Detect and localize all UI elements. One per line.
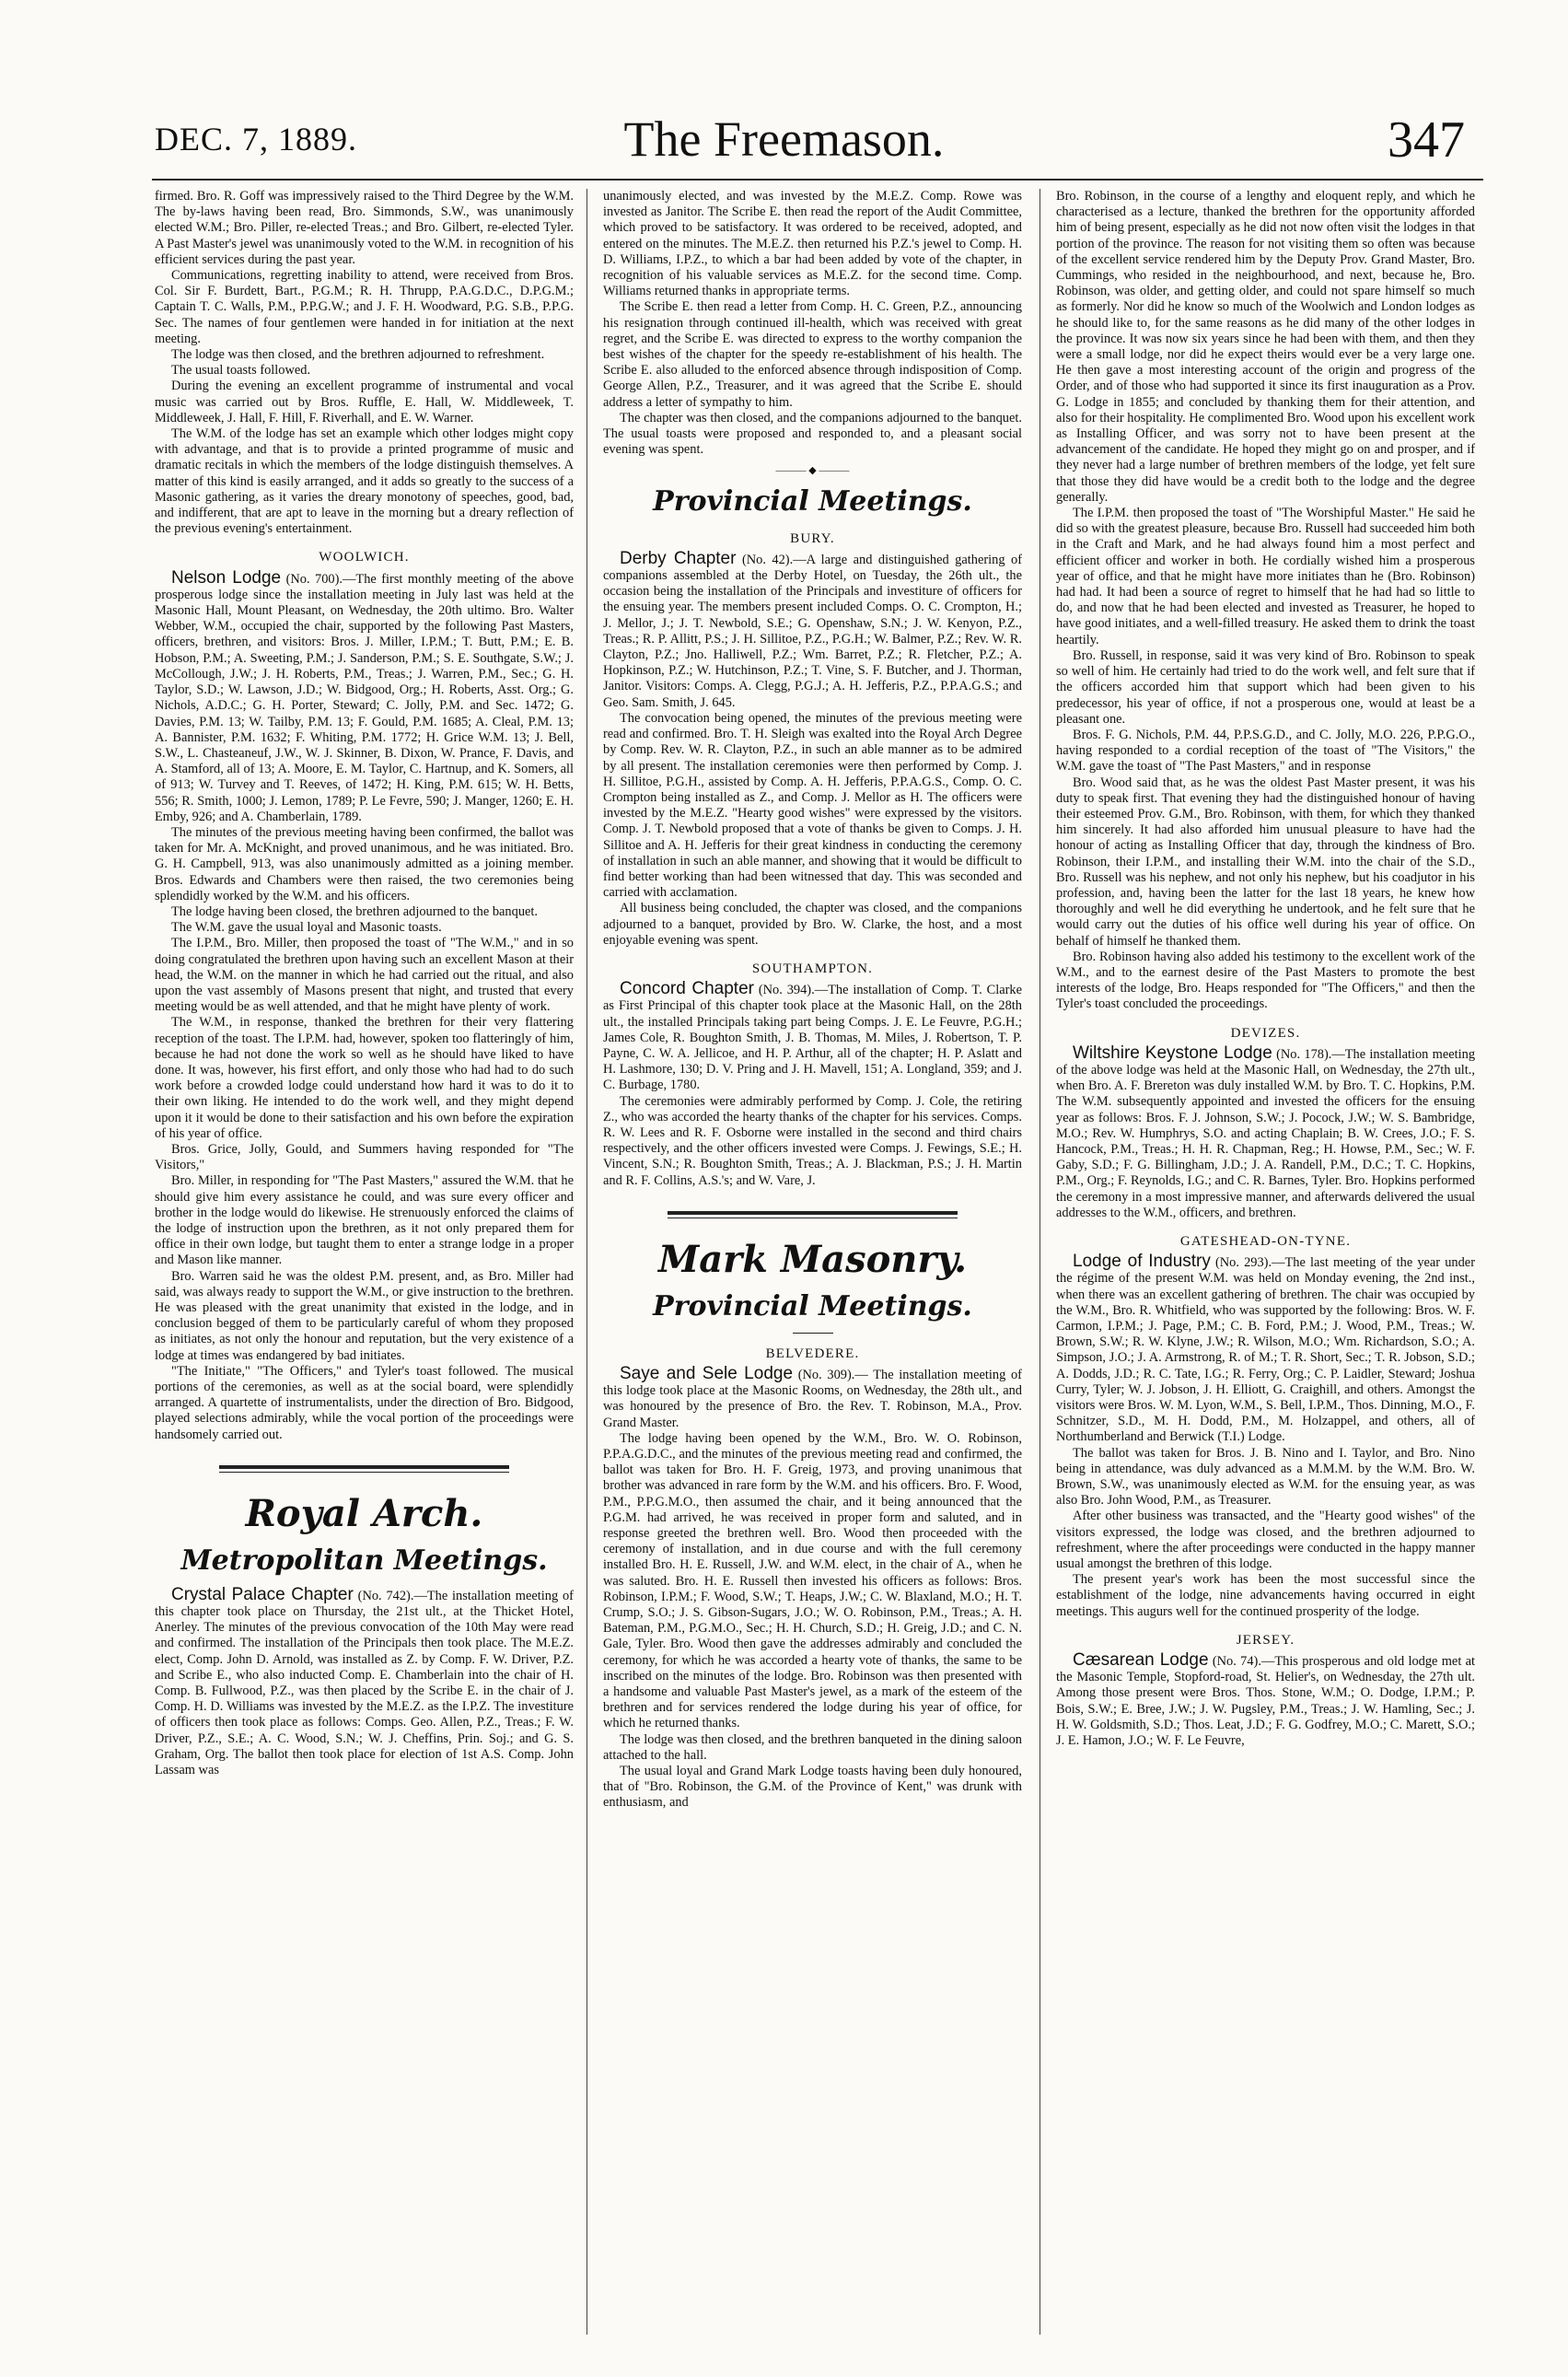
column-1 (155, 189, 574, 2335)
place-heading: GATESHEAD-ON-TYNE. (1179, 1234, 1352, 1249)
paragraph: During the evening an excellent programme of instrumental and vocal music was carried out by Bros. Ruffle, E. Hall, W. Middleweek, T. Middleweek, J. Hall, F. Hill, F. Riverhall, and E. W. Warner. (155, 379, 574, 425)
lodge-report (1056, 1253, 1475, 1445)
lodge-text: —The last meeting of the year under the régime of the present W.M. was held on Monday evening, the 2nd inst., when there was an excellent gathering of brethren. The chair was occupied by the W.M., Bro. R. Whitfield, who was supported by the following: Bros. W. F. Carmon, I.P.M.; J. Page, P.M.; C. B. Ford, P.M.; J. Wood, P.M., Treas.; W. Brown, S.W.; R. W. Klyne, J.W.; R. Wilson, M.O.; Wm. Richardson, S.O.; A. Simpson, J.O.; J. A. Armstrong, R. of M.; T. R. Short, Sec.; T. R. Jobson, S.D.; A. Dodds, J.D.; R. C. Tate, I.G.; R. Ferry, Org.; C. P. Laidler, Steward; Joshua Curry, Tyler; W. J. Jobson, J. H. Elliott, G. Craighill, and others. Amongst the visitors were Bros. W. M. Lyon, W.M., S. Bell, I.P.M., Thos. Dinning, M.O., F. Schnitzer, S.D., M. H. Dodd, P.M., M. Holzappel, and others, all of Northumberland and Berwick (T.I.) Lodge. (1056, 1255, 1475, 1445)
paragraph: After other business was transacted, and the "Hearty good wishes" of the visitors expressed, the lodge was closed, and the brethren adjourned to refreshment, where the after proceedings were conducted in the happy manner usual amongst the brethren of this lodge. (1056, 1509, 1475, 1572)
paragraph: Bros. Grice, Jolly, Gould, and Summers having responded for "The Visitors," (155, 1141, 574, 1173)
section-heading-mark-masonry: Mark Masonry. (657, 1237, 968, 1281)
place-heading: BELVEDERE. (765, 1346, 860, 1361)
paragraph: Bros. F. G. Nichols, P.M. 44, P.P.S.G.D., and C. Jolly, M.O. 226, P.P.G.O., having responded to a cordial reception of the toast of "The Visitors," the W.M. gave the toast of "The Past Masters," and in response (1056, 727, 1475, 775)
lodge-text: — The installation meeting of this lodge took place at the Masonic Rooms, on Wednesday, the 28th ult., and was honoured by the presence of Bro. the Rev. T. Robinson, M.A., Prov. Grand Master. (603, 1367, 1022, 1430)
divider (793, 1333, 833, 1334)
page-number: 347 (1388, 111, 1465, 169)
paragraph: The lodge was then closed, and the brethren banqueted in the dining saloon attached to the hall. (603, 1731, 1022, 1763)
paragraph: The ballot was taken for Bros. J. B. Nino and I. Taylor, and Bro. Nino being in attendance, was duly advanced as a M.M.M. by the W.M. Bro. W. Brown, S.W., was unanimously elected as W.M. for the ensuing year, as was also Bro. John Wood, P.M., as Treasurer. (1056, 1445, 1475, 1509)
lodge-number: (No. 309). (797, 1367, 855, 1382)
paragraph: "The Initiate," "The Officers," and Tyler's toast followed. The musical portions of the ceremonies, as well as at the social board, were splendidly arranged. A quartette of instrumentalists, under the direction of Bro. Bidgood, played selections admirably, while the vocal portion of the proceedings were handsomely carried out. (155, 1363, 574, 1442)
paragraph: The usual toasts followed. (171, 363, 311, 379)
paragraph: Bro. Robinson having also added his testimony to the excellent work of the W.M., and to the earnest desire of the Past Masters to promote the best interests of the lodge, Bro. Heaps responded for "The Officers," and then the Tyler's toast concluded the proceedings. (1056, 949, 1475, 1012)
lodge-report (155, 567, 574, 825)
lodge-number: (No. 74). (1212, 1654, 1261, 1670)
place-heading: JERSEY. (1236, 1632, 1295, 1648)
lodge-number: (No. 293). (1215, 1255, 1272, 1271)
lodge-name: Derby Chapter (620, 548, 737, 568)
header-rule (152, 179, 1483, 181)
subsection-heading: Metropolitan Meetings. (180, 1544, 548, 1577)
lodge-name: Saye and Sele Lodge (620, 1363, 794, 1383)
section-rule (668, 1211, 958, 1218)
lodge-text: —The installation of Comp. T. Clarke as First Principal of this chapter took place at the Masonic Hall, on the 28th ult., the installed Principals taking part being Comps. J. E. Le Feuvre, P.G.H.; James Cole, R. Boughton Smith, J. B. Thomas, M. Miles, J. Robertson, T. P. Payne, C. W. A. Jellicoe, and H. P. Arthur, all of the chapter; H. P. Aslatt and H. Lashmore, 130; D. V. Pring and J. H. Mavell, 151; A. Longland, 359; and J. C. Burbage, 1780. (603, 983, 1022, 1093)
paragraph: Bro. Robinson, in the course of a lengthy and eloquent reply, and which he characterised as a lecture, thanked the brethren for the opportunity afforded him of being present, especially as he did not now often visit the lodges in that portion of the province. The reason for not visiting them so often was because of the excellent service rendered him by the Deputy Prov. Grand Master, Bro. Cummings, who resided in the neighbourhood, and next, because he, Bro. Robinson, was older, and getting older, and could not spare himself so much as formerly. Nor did he know so much of the Woolwich and London lodges as he should like to, for the same reasons as he did many of the other lodges in the province. It was now six years since he had been with them, and then they were a small lodge, nor did he expect theirs would ever be a very large one. He then gave a most interesting account of the origin and progress of the Order, and of those who had supported it since its first inauguration as a Prov. G. Lodge in 1855; and concluded by thanking them for their attention, and also for their hospitality. He complimented Bro. Wood upon his excellent work as Installing Officer, and was sorry not to have been present at the advancement of the candidate. He hoped they might go on and prosper, and if they never had a large number of brethren members of the lodge, yet felt sure that those they did have would be a credit both to the lodge and the degree generally. (1056, 189, 1475, 505)
paragraph: The I.P.M. then proposed the toast of "The Worshipful Master." He said he did so with the greatest pleasure, because Bro. Russell had succeeded him both in the Craft and Mark, and he had always found him a most perfect and efficient officer and worker in both. He cordially wished him a prosperous year of office, and that he might have more initiates than he (Bro. Robinson) had had. It had been a source of regret to himself that he had had so little to do, and now that he had been elected and invested as Treasurer, he hoped to have good initiates, and a well-filled treasury. He asked them to drink the toast heartily. (1056, 506, 1475, 647)
paragraph: The lodge having been closed, the brethren adjourned to the banquet. (171, 903, 539, 919)
lodge-name: Cæsarean Lodge (1073, 1650, 1209, 1671)
paragraph: Bro. Warren said he was the oldest P.M. present, and, as Bro. Miller had said, was always ready to support the W.M., or give instruction to the brethren. He was pleased with the great unanimity that existed in the lodge, and in conclusion begged of them to be particularly careful of whom they proposed as initiates, as not only the honour and reputation, but the very existence of a lodge at times was endangered by bad initiates. (155, 1268, 574, 1363)
lodge-name: Crystal Palace Chapter (171, 1584, 354, 1604)
subsection-heading: Provincial Meetings. (653, 484, 972, 518)
lodge-name: Lodge of Industry (1073, 1252, 1211, 1272)
column-2 (603, 189, 1022, 2335)
lodge-report (1056, 1652, 1475, 1749)
paragraph: The Scribe E. then read a letter from Comp. H. C. Green, P.Z., announcing his resignation through continued ill-health, which was received with great regret, and the Scribe E. was directed to express to the worthy companion the best wishes of the chapter for the speedy re-establishment of his health. The Scribe E. also alluded to the enforced absence through indisposition of Comp. George Allen, P.Z., Treasurer, and it was agreed that the Scribe E. should address a letter of sympathy to him. (603, 299, 1022, 410)
paragraph: The minutes of the previous meeting having been confirmed, the ballot was taken for Mr. A. McKnight, and proved unanimous, and he was initiated. Bro. G. H. Campbell, 913, was also unanimously admitted as a joining member. Bros. Edwards and Chambers were then raised, the two ceremonies being splendidly worked by the W.M. and his officers. (155, 824, 574, 903)
paragraph: All business being concluded, the chapter was closed, and the companions adjourned to a banquet, provided by Bro. W. Clarke, the host, and a most enjoyable evening was spent. (603, 901, 1022, 948)
lodge-text: —The first monthly meeting of the above prosperous lodge since the installation meeting in July last was held at the Masonic Hall, Mount Pleasant, on Wednesday, the 20th ultimo. Bro. Walter Webber, W.M., occupied the chair, supported by the following Past Masters, officers, brethren, and visitors: Bros. J. Miller, I.P.M.; T. Butt, P.M.; E. B. Hobson, P.M.; A. Sweeting, P.M.; J. Sanderson, P.M.; S. E. Southgate, S.W.; J. McCollough, J.W.; J. H. Roberts, P.M., Treas.; J. Warren, P.M., Sec.; G. H. Taylor, S.D.; W. Lawson, J.D.; W. Bidgood, Org.; H. Roberts, Asst. Org.; G. Nichols, A.D.C.; G. H. Porter, Steward; C. Jolly, P.M. and Sec. 1472; G. Davies, P.M. 13; W. Tailby, P.M. 13; F. Gould, P.M. 1685; A. Cleal, P.M. 13; A. Bannister, P.M. 1632; F. Whiting, P.M. 1772; H. Grice W.M. 13; J. Bell, S.W., L. Chasteaneuf, J.W., W. J. Skinner, B. Dixon, W. Prance, F. Davis, and A. Stamford, all of 13; A. Moore, E. M. Taylor, C. Hartnup, and K. Somers, all of 913; W. Turvey and T. Reeves, of 1472; H. King, P.M. 615; W. H. Betts, 556; R. Smith, 1000; J. Lemon, 1789; P. Le Fevre, 590; J. Manger, 1260; E. H. Emby, 926; and A. Chamberlain, 1789. (155, 571, 574, 824)
paragraph: The present year's work has been the most successful since the establishment of the lodge, nine advancements having occurred in eight meetings. This augurs well for the continued prosperity of the lodge. (1056, 1572, 1475, 1619)
place-heading: WOOLWICH. (319, 550, 410, 565)
lodge-name: Concord Chapter (620, 979, 754, 999)
lodge-number: (No. 700). (285, 571, 343, 587)
lodge-report (155, 1584, 574, 1778)
section-heading-royal-arch: Royal Arch. (245, 1491, 483, 1535)
paragraph: The ceremonies were admirably performed by Comp. J. Cole, the retiring Z., who was accorded the hearty thanks of the chapter for his services. Comps. R. W. Lees and R. F. Osborne were installed in the second and third chairs respectively, and the other officers invested were Comps. J. Fewings, S.E.; H. Vincent, S.N.; R. Boughton Smith, Treas.; A. J. Blackman, P.S.; J. H. Martin and R. F. Collins, A.S.'s; and W. Vare, J. (603, 1093, 1022, 1188)
lodge-report (603, 1363, 1022, 1431)
lodge-report (603, 981, 1022, 1093)
paragraph: The chapter was then closed, and the companions adjourned to the banquet. The usual toasts were proposed and responded to, and a pleasant social evening was spent. (603, 410, 1022, 458)
column-3 (1056, 189, 1475, 2335)
page-header (0, 0, 1568, 184)
lodge-report (603, 548, 1022, 711)
section-rule (219, 1465, 509, 1473)
paragraph: The convocation being opened, the minutes of the previous meeting were read and confirmed. Bro. T. H. Sleigh was exalted into the Royal Arch Degree by Comp. Rev. W. R. Clayton, P.Z., in such an able manner as to be admired by all present. The installation ceremonies were then performed by Comp. J. H. Sillitoe, P.G.H., assisted by Comp. A. H. Jefferis, P.P.A.G.S., Comp. O. C. Crompton being installed as Z., and Comp. J. Mellor as H. The officers were invested by the M.E.Z. "Hearty good wishes" were expressed by the visitors. Comp. J. T. Newbold proposed that a vote of thanks be given to Comps. J. H. Sillitoe and A. H. Jefferis for their great kindness in conducting the ceremony of installation in such an able manner, and showing that it would be difficult to find better working than had been witnessed that day. This was seconded and carried with acclamation. (603, 710, 1022, 901)
masthead-title: The Freemason. (623, 111, 945, 167)
lodge-text: —The installation meeting of the above lodge was held at the Masonic Hall, on Wednesday, the 27th ult., when Bro. A. F. Brereton was duly installed W.M. by Bro. T. C. Hopkins, P.M. The W.M. subsequently appointed and invested the officers for the ensuing year as follows: Bros. F. J. Johnson, S.W.; J. Pocock, J.W.; W. S. Bambridge, M.O.; Rev. W. Humphrys, S.O. and acting Chaplain; B. W. Crees, J.O.; F. S. Hancock, P.M., Treas.; H. H. R. Chapman, Reg.; H. Howse, P.M., Sec.; W. F. Gaby, S.D.; F. G. Billingham, J.D.; J. A. Randell, P.M., D.C.; T. C. Hopkins, P.M., Org.; F. Reynolds, I.G.; and C. R. Barnes, Tyler. Bro. Hopkins performed the ceremony in a most impressive manner, and afterwards delivered the usual addresses to the W.M., officers, and brethren. (1056, 1046, 1475, 1220)
lodge-number: (No. 178). (1276, 1046, 1332, 1062)
lodge-text: —The installation meeting of this chapter took place on Thursday, the 21st ult., at the Thicket Hotel, Anerley. The minutes of the previous convocation of the 10th May were read and confirmed. The installation of the Principals then took place. The M.E.Z. elect, Comp. John D. Arnold, was installed as Z. by Comp. F. W. Driver, P.Z. and Scribe E., who also inducted Comp. E. Chamberlain into the chair of H. Comp. B. Fullwood, P.Z., was then placed by the Scribe E. in the chair of J. Comp. H. D. Williams was invested by the M.E.Z. as the I.P.Z. The investiture of officers then took place as follows: Comps. Geo. Allen, P.Z., Treas.; F. W. Driver, P.Z., S.E.; A. C. Wood, S.N.; W. J. Cheffins, Prin. Soj.; and G. S. Graham, Org. The ballot then took place for election of 1st A.S. Comp. John Lassam was (155, 1588, 574, 1778)
issue-date: DEC. 7, 1889. (155, 121, 357, 157)
paragraph: firmed. Bro. R. Goff was impressively raised to the Third Degree by the W.M. The by-laws having been read, Bro. Simmonds, S.W., was unanimously elected W.M.; Bro. Piller, re-elected Treas.; and Bro. Gilbert, re-elected Tyler. A Past Master's jewel was unanimously voted to the W.M. in recognition of his efficient services during the past year. (155, 189, 574, 267)
subsection-heading: Provincial Meetings. (653, 1289, 972, 1322)
lodge-name: Wiltshire Keystone Lodge (1073, 1043, 1272, 1063)
paragraph: The lodge was then closed, and the brethren adjourned to refreshment. (171, 347, 545, 363)
paragraph: Bro. Wood said that, as he was the oldest Past Master present, it was his duty to speak first. That evening they had the distinguished honour of having their esteemed Prov. G.M., Bro. Robinson, with them, for which they thanked him sincerely. It had also afforded him unusual pleasure to have had the honour of acting as Installing Officer that day, through the kindness of Bro. Robinson, their I.P.M., and installing their W.M. into the chair of the S.D., Bro. Russell was his nephew, and not only his nephew, but his coadjutor in his profession, and, having been the latter for the last 18 years, he knew how thoroughly and well he did everything he undertook, and he felt sure that he would carry out the duties of his office well during his year of office. On behalf of himself he thanked them. (1056, 775, 1475, 949)
paragraph: Communications, regretting inability to attend, were received from Bros. Col. Sir F. Burdett, Bart., P.G.M.; R. H. Thrupp, P.A.G.D.C., D.P.G.M.; Captain T. C. Walls, P.M., P.P.G.W.; and J. F. H. Woodward, P.G. S.B., P.P.G. Sec. The names of four gentlemen were handed in for initiation at the next meeting. (155, 268, 574, 346)
ornament-divider: ——— ◆ ——— (775, 465, 850, 477)
lodge-number: (No. 42). (741, 552, 794, 567)
paragraph: The W.M. gave the usual loyal and Masonic toasts. (171, 920, 442, 936)
lodge-text: —A large and distinguished gathering of companions assembled at the Derby Hotel, on Tuesday, the 26th ult., the occasion being the installation of the Principals and investiture of officers for the ensuing year. The members present included Comps. O. C. Crompton, H.; J. Mellor, J.; J. T. Newbold, S.E.; G. Openshaw, S.N.; J. W. Kenyon, P.Z., Treas.; R. P. Allitt, P.S.; J. H. Sillitoe, P.Z., P.G.H.; W. Balmer, P.Z.; Rev. W. R. Clayton, P.Z.; Jno. Halliwell, P.Z.; Wm. Barret, P.Z.; R. Fletcher, P.Z.; A. Hopkinson, P.Z.; W. Hutchinson, P.Z.; T. Vine, S. F. Butcher, and J. Thorman, Janitor. Visitors: Comps. A. Clegg, P.G.J.; A. H. Jefferis, P.Z., P.P.A.G.S.; and Geo. Sam. Smith, J. 645. (603, 552, 1022, 710)
paragraph: The W.M. of the lodge has set an example which other lodges might copy with advantage, and that is to provide a printed programme of music and dramatic recitals in which the members of the lodge distinguish themselves. A matter of this kind is easily arranged, and it adds so greatly to the success of a Masonic gathering, as it varies the dreary monotony of speeches, good, bad, and indifferent, that are apt to leave in the morning but a dreary reflection of the previous evening's entertainment. (155, 426, 574, 537)
paragraph: The W.M., in response, thanked the brethren for their very flattering reception of the toast. The I.P.M. had, however, spoken too flatteringly of him, because he had not done the work so well as he should have liked to have done. It was, however, his first effort, and only those who had had to do such work before a crowded lodge could understand how hard it was to do it to their own liking. He intended to do the work well, and they might depend upon it it would be done to their satisfaction and his own before the expiration of his year of office. (155, 1015, 574, 1141)
place-heading: BURY. (790, 530, 835, 546)
place-heading: DEVIZES. (1230, 1025, 1301, 1041)
lodge-report (1056, 1045, 1475, 1221)
lodge-number: (No. 742). (357, 1588, 414, 1603)
paragraph: unanimously elected, and was invested by the M.E.Z. Comp. Rowe was invested as Janitor. The Scribe E. then read the report of the Audit Committee, which proved to be satisfactory. It was ordered to be received, adopted, and entered on the minutes. The M.E.Z. then returned his P.Z.'s jewel to Comp. H. D. Williams, I.P.Z., to which a bar had been added by vote of the chapter, in recognition of his valuable services as M.E.Z. for the second time. Comp. Williams returned thanks in appropriate terms. (603, 189, 1022, 299)
paragraph: The usual loyal and Grand Mark Lodge toasts having been duly honoured, that of "Bro. Robinson, the G.M. of the Province of Kent," was drunk with enthusiasm, and (603, 1764, 1022, 1811)
lodge-number: (No. 394). (758, 983, 815, 998)
lodge-text: —This prosperous and old lodge met at the Masonic Temple, Stopford-road, St. Helier's, on Wednesday, the 27th ult. Among those present were Bros. Thos. Stone, W.M.; O. Dodge, I.P.M.; P. Bois, S.W.; E. Bree, J.W.; J. W. Pugsley, P.M., Treas.; J. W. Hamling, Sec.; J. H. W. Goldsmith, S.D.; Thos. Leat, J.D.; F. G. Godfrey, M.O.; C. Marett, S.O.; J. E. Hamon, J.O.; W. F. Le Feuvre, (1056, 1654, 1475, 1749)
lodge-name: Nelson Lodge (171, 567, 282, 588)
place-heading: SOUTHAMPTON. (751, 961, 874, 976)
paragraph: Bro. Russell, in response, said it was very kind of Bro. Robinson to speak so well of him. He certainly had tried to do the work well, and felt sure that if the officers accorded him that support which had been given to his predecessor, his year of office, if not a prosperous one, would at least be a pleasant one. (1056, 647, 1475, 727)
paragraph: The I.P.M., Bro. Miller, then proposed the toast of "The W.M.," and in so doing congratulated the brethren upon having such an excellent Mason at their head, the W.M. on the manner in which he had carried out the ritual, and also upon the vast assembly of Masons present that night, and trusted that every meeting would be as well attended, and that he might have plenty of work. (155, 936, 574, 1015)
paragraph: Bro. Miller, in responding for "The Past Masters," assured the W.M. that he should give him every assistance he could, and was sure every officer and brother in the lodge would do likewise. He strenuously enforced the claims of the lodge of instruction upon the brethren, as it not only prepared them for office in their own lodge, but taught them to enter a strange lodge in a proper and Mason like manner. (155, 1173, 574, 1268)
paragraph: The lodge having been opened by the W.M., Bro. W. O. Robinson, P.P.A.G.D.C., and the minutes of the previous meeting read and confirmed, the ballot was taken for Bro. H. F. Greig, 1973, and proving unanimous that brother was advanced in rare form by the W.M. and his officers. Bro. F. Wood, P.M., P.P.G.M.O., then assumed the chair, and it being announced that the P.G.M. had arrived, he was received in proper form and saluted, and in response greeted the brethren well. Bro. Wood then proceeded with the ceremony of installation, and in due course and with the full ceremony installed Bro. H. E. Russell, J.W. and W.M. elect, in the chair of A., when he was saluted. Bro. H. E. Russell then invested his officers as follows: Bros. Robinson, I.P.M.; F. Wood, S.W.; T. Heaps, J.W.; C. W. Blaxland, M.O.; H. T. Crump, S.O.; J. S. Gibson-Sugars, J.O.; W. O. Robinson, P.M., Treas.; A. H. Bateman, P.M., P.G.M.O., Sec.; H. H. Church, S.D.; H. Greig, J.D.; and C. N. Gale, Tyler. Bro. Wood then gave the addresses admirably and concluded the ceremony, for which he was accorded a hearty vote of thanks, the same to be inscribed on the minutes of the lodge. Bro. Robinson was then presented with a handsome and valuable Past Master's jewel, as a mark of the esteem of the brethren and for services rendered the lodge during his year of office, for which he returned thanks. (603, 1430, 1022, 1731)
